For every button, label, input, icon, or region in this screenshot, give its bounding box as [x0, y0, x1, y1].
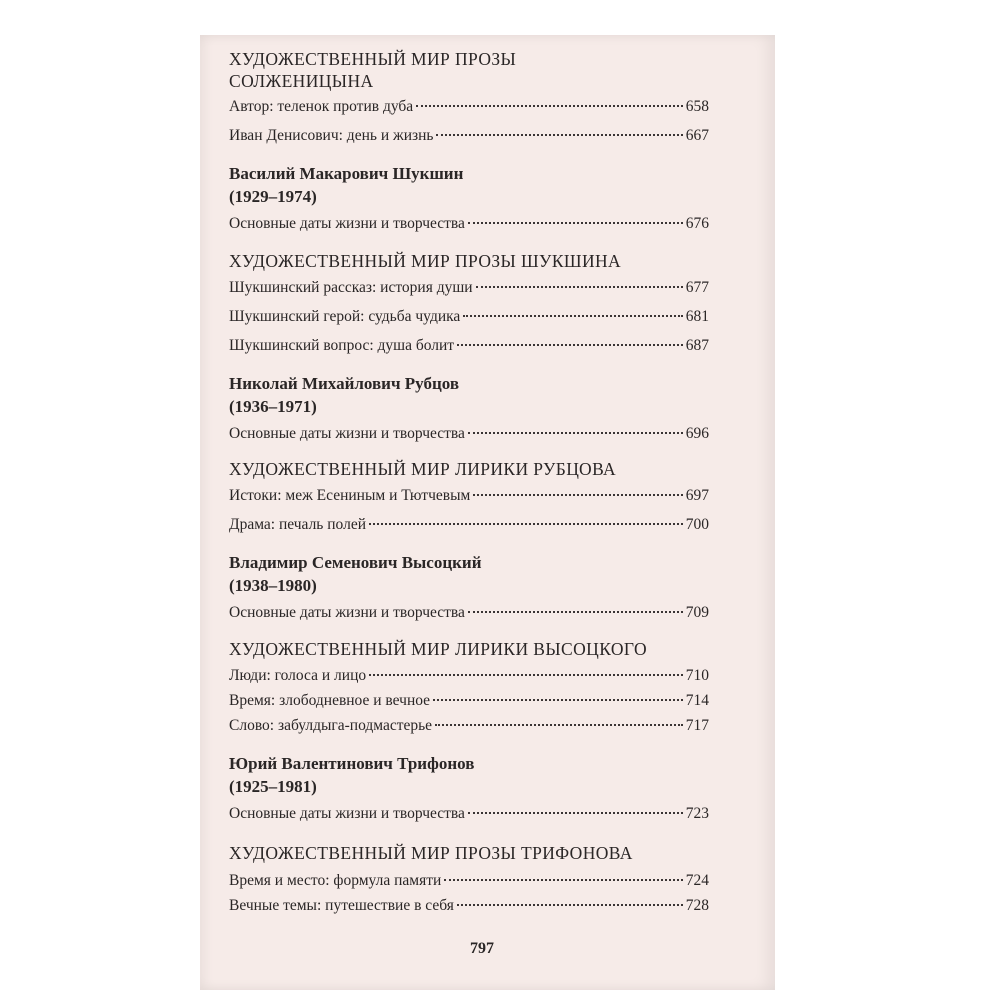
- dot-leader: [444, 879, 682, 881]
- author-heading: [229, 162, 709, 208]
- toc-entry: [229, 515, 709, 535]
- author-years: (1925–1981): [229, 777, 317, 796]
- heading-line: СОЛЖЕНИЦЫНА: [229, 71, 374, 91]
- toc-entry: [229, 97, 709, 117]
- entry-page: 676: [685, 215, 709, 232]
- entry-page: 724: [685, 872, 709, 889]
- heading-line: ХУДОЖЕСТВЕННЫЙ МИР ПРОЗЫ: [229, 49, 517, 69]
- toc-entry: [229, 896, 709, 916]
- dot-leader: [416, 105, 683, 107]
- dot-leader: [476, 286, 683, 288]
- entry-title: Истоки: меж Есениным и Тютчевым: [229, 487, 471, 504]
- dot-leader: [457, 904, 683, 906]
- entry-page: 717: [685, 717, 709, 734]
- toc-entry: [229, 278, 709, 298]
- table-of-contents: [229, 48, 709, 916]
- toc-entry: [229, 666, 709, 686]
- entry-title: Основные даты жизни и творчества: [229, 215, 465, 232]
- section-heading: [229, 48, 709, 92]
- entry-title: Основные даты жизни и творчества: [229, 425, 465, 442]
- entry-page: 728: [685, 897, 709, 914]
- author-name: Владимир Семенович Высоцкий: [229, 553, 482, 572]
- dot-leader: [369, 523, 683, 525]
- heading-line: ХУДОЖЕСТВЕННЫЙ МИР ПРОЗЫ ТРИФОНОВА: [229, 843, 633, 863]
- toc-entry: [229, 307, 709, 327]
- entry-title: Основные даты жизни и творчества: [229, 604, 465, 621]
- dot-leader: [435, 724, 683, 726]
- section-heading: [229, 842, 709, 864]
- section-heading: [229, 638, 709, 660]
- author-years: (1936–1971): [229, 397, 317, 416]
- toc-entry: [229, 716, 709, 736]
- toc-entry: [229, 424, 709, 444]
- entry-title: Иван Денисович: день и жизнь: [229, 127, 434, 144]
- heading-line: ХУДОЖЕСТВЕННЫЙ МИР ЛИРИКИ РУБЦОВА: [229, 459, 617, 479]
- toc-entry: [229, 336, 709, 356]
- dot-leader: [468, 222, 683, 224]
- author-years: (1938–1980): [229, 576, 317, 595]
- entry-page: 658: [685, 98, 709, 115]
- dot-leader: [468, 812, 683, 814]
- dot-leader: [463, 315, 682, 317]
- dot-leader: [369, 674, 683, 676]
- toc-entry: [229, 486, 709, 506]
- entry-page: 697: [685, 487, 709, 504]
- entry-title: Шукшинский герой: судьба чудика: [229, 308, 461, 325]
- author-name: Николай Михайлович Рубцов: [229, 374, 459, 393]
- entry-page: 687: [685, 337, 709, 354]
- author-name: Юрий Валентинович Трифонов: [229, 754, 475, 773]
- entry-page: 677: [685, 279, 709, 296]
- entry-page: 667: [685, 127, 709, 144]
- entry-page: 700: [685, 516, 709, 533]
- author-heading: [229, 372, 709, 418]
- toc-entry: [229, 691, 709, 711]
- heading-line: ХУДОЖЕСТВЕННЫЙ МИР ПРОЗЫ ШУКШИНА: [229, 251, 622, 271]
- entry-title: Люди: голоса и лицо: [229, 667, 367, 684]
- entry-page: 710: [685, 667, 709, 684]
- entry-page: 681: [685, 308, 709, 325]
- dot-leader: [473, 494, 682, 496]
- toc-entry: [229, 871, 709, 891]
- entry-page: 709: [685, 604, 709, 621]
- entry-title: Время: злободневное и вечное: [229, 692, 431, 709]
- toc-entry: [229, 603, 709, 623]
- entry-title: Шукшинский рассказ: история души: [229, 279, 473, 296]
- entry-title: Вечные темы: путешествие в себя: [229, 897, 454, 914]
- page-number: 797: [470, 940, 494, 957]
- author-heading: [229, 752, 709, 798]
- entry-title: Основные даты жизни и творчества: [229, 805, 465, 822]
- author-name: Василий Макарович Шукшин: [229, 164, 464, 183]
- dot-leader: [468, 432, 683, 434]
- toc-entry: [229, 804, 709, 824]
- section-heading: [229, 458, 709, 480]
- dot-leader: [436, 134, 682, 136]
- entry-title: Слово: забулдыга-подмастерье: [229, 717, 433, 734]
- section-heading: [229, 250, 709, 272]
- toc-entry: [229, 214, 709, 234]
- entry-page: 696: [685, 425, 709, 442]
- entry-title: Шукшинский вопрос: душа болит: [229, 337, 455, 354]
- heading-line: ХУДОЖЕСТВЕННЫЙ МИР ЛИРИКИ ВЫСОЦКОГО: [229, 639, 647, 659]
- entry-title: Автор: теленок против дуба: [229, 98, 414, 115]
- author-years: (1929–1974): [229, 187, 317, 206]
- toc-entry: [229, 126, 709, 146]
- entry-title: Драма: печаль полей: [229, 516, 366, 533]
- entry-title: Время и место: формула памяти: [229, 872, 442, 889]
- dot-leader: [468, 611, 683, 613]
- entry-page: 723: [685, 805, 709, 822]
- entry-page: 714: [685, 692, 709, 709]
- dot-leader: [433, 699, 683, 701]
- author-heading: [229, 551, 709, 597]
- dot-leader: [457, 344, 683, 346]
